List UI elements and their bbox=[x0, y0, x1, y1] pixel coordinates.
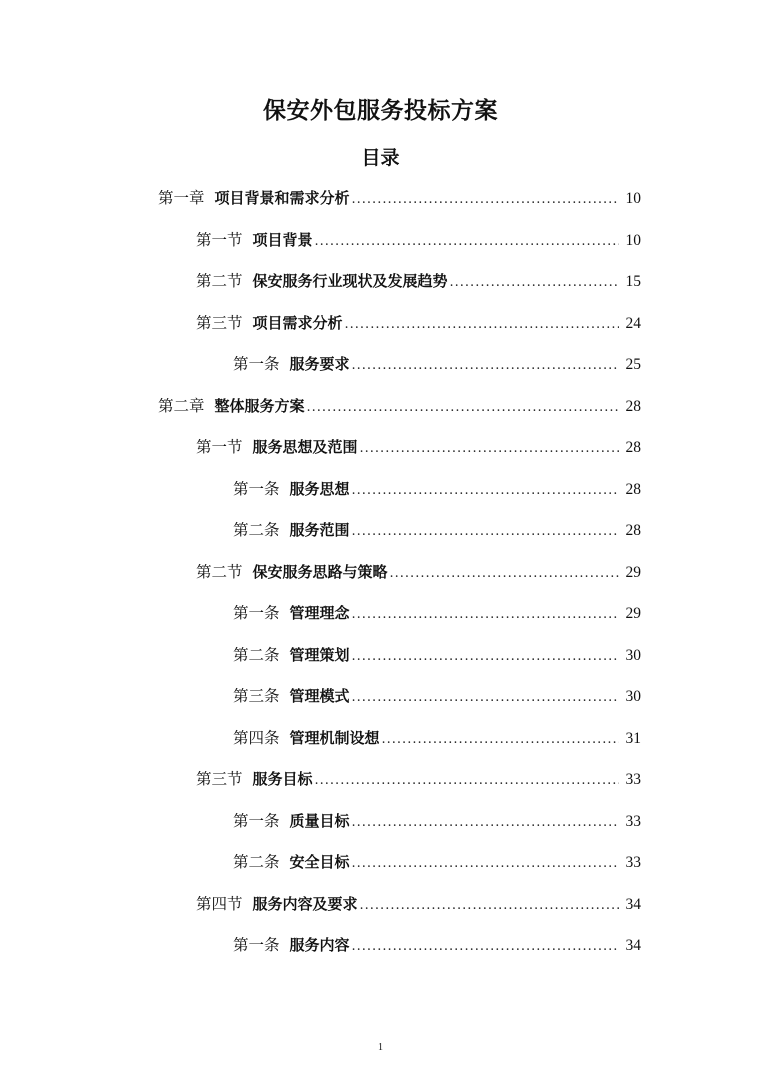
toc-entry-title: 管理理念 bbox=[289, 604, 350, 622]
toc-entry-title: 服务思想及范围 bbox=[252, 438, 358, 456]
toc-entry-number: 第一条 bbox=[233, 355, 280, 373]
toc-dot-leader bbox=[352, 518, 619, 546]
toc-entry-title: 质量目标 bbox=[289, 811, 350, 830]
toc-entry-title: 服务范围 bbox=[289, 521, 350, 539]
toc-dot-leader bbox=[360, 435, 619, 463]
toc-entry[interactable] bbox=[233, 848, 641, 876]
toc-entry-number: 第一条 bbox=[233, 479, 280, 498]
toc-entry-number: 第四条 bbox=[233, 728, 280, 747]
toc-entry[interactable] bbox=[196, 765, 641, 793]
toc-entry-number: 第三节 bbox=[196, 313, 243, 332]
toc-entry-title: 服务思想 bbox=[289, 479, 350, 498]
toc-entry-page: 24 bbox=[625, 314, 641, 332]
toc-entry-title: 服务内容 bbox=[289, 936, 350, 954]
toc-entry-number: 第三节 bbox=[196, 770, 243, 788]
toc-entry-page: 30 bbox=[625, 688, 641, 705]
toc-entry-title: 保安服务思路与策略 bbox=[252, 562, 388, 581]
toc-dot-leader bbox=[352, 601, 619, 629]
toc-entry[interactable] bbox=[233, 641, 641, 669]
toc-entry[interactable] bbox=[196, 309, 641, 337]
toc-entry[interactable] bbox=[233, 475, 641, 503]
toc-entry-number: 第四节 bbox=[196, 894, 243, 913]
page-number: 1 bbox=[378, 1042, 383, 1053]
toc-entry-page: 34 bbox=[625, 895, 641, 913]
toc-entry[interactable] bbox=[233, 931, 641, 959]
toc-dot-leader bbox=[345, 311, 619, 339]
document-title: 保安外包服务投标方案 bbox=[263, 98, 498, 124]
toc-dot-leader bbox=[315, 228, 619, 256]
toc-dot-leader bbox=[352, 809, 619, 837]
toc-entry[interactable] bbox=[196, 267, 641, 295]
toc-dot-leader bbox=[352, 850, 619, 878]
toc-entry-number: 第一条 bbox=[233, 811, 280, 830]
toc-entry-page: 30 bbox=[625, 646, 641, 664]
toc-entry-title: 安全目标 bbox=[289, 853, 350, 871]
toc-entry[interactable] bbox=[233, 599, 641, 627]
toc-entry-title: 服务要求 bbox=[289, 355, 350, 373]
toc-dot-leader bbox=[382, 726, 619, 754]
toc-entry-number: 第一节 bbox=[196, 230, 243, 249]
toc-entry-page: 34 bbox=[625, 937, 641, 954]
toc-entry[interactable] bbox=[233, 807, 641, 835]
toc-entry-page: 25 bbox=[625, 356, 641, 373]
toc-entry-number: 第二节 bbox=[196, 562, 243, 581]
toc-entry-page: 33 bbox=[625, 812, 641, 830]
toc-entry-page: 31 bbox=[625, 729, 641, 747]
toc-entry-number: 第二条 bbox=[233, 521, 280, 539]
toc-heading: 目录 bbox=[361, 147, 400, 169]
toc-entry-number: 第二条 bbox=[233, 645, 280, 664]
toc-entry[interactable] bbox=[196, 558, 641, 586]
toc-entry[interactable] bbox=[233, 516, 641, 544]
toc-entry[interactable] bbox=[196, 433, 641, 461]
toc-entry-title: 项目背景和需求分析 bbox=[214, 189, 350, 207]
toc-dot-leader bbox=[352, 477, 619, 505]
toc-entry-page: 28 bbox=[625, 439, 641, 456]
toc-entry-page: 10 bbox=[625, 231, 641, 249]
toc-entry-page: 10 bbox=[625, 190, 641, 207]
toc-dot-leader bbox=[360, 892, 619, 920]
toc-entry-title: 管理策划 bbox=[289, 645, 350, 664]
toc-entry-page: 33 bbox=[625, 771, 641, 788]
toc-entry-page: 28 bbox=[625, 522, 641, 539]
toc-entry-number: 第一章 bbox=[158, 189, 205, 207]
toc-entry-number: 第三条 bbox=[233, 687, 280, 705]
toc-entry-number: 第二节 bbox=[196, 272, 243, 290]
toc-dot-leader bbox=[352, 684, 619, 712]
toc-dot-leader bbox=[450, 269, 619, 297]
toc-entry[interactable] bbox=[233, 350, 641, 378]
toc-entry-title: 整体服务方案 bbox=[214, 396, 305, 415]
toc-entry-page: 33 bbox=[625, 854, 641, 871]
toc-entry[interactable] bbox=[158, 392, 641, 420]
toc-dot-leader bbox=[352, 186, 619, 214]
toc-entry-title: 服务目标 bbox=[252, 770, 313, 788]
toc-entry-number: 第一条 bbox=[233, 936, 280, 954]
toc-entry[interactable] bbox=[158, 184, 641, 212]
toc-dot-leader bbox=[390, 560, 619, 588]
toc-entry-number: 第二条 bbox=[233, 853, 280, 871]
toc-dot-leader bbox=[307, 394, 619, 422]
toc-dot-leader bbox=[315, 767, 619, 795]
toc-entry[interactable] bbox=[233, 682, 641, 710]
toc-dot-leader bbox=[352, 933, 619, 961]
toc-entry-title: 项目需求分析 bbox=[252, 313, 343, 332]
toc-entry-number: 第二章 bbox=[158, 396, 205, 415]
toc-entry-title: 保安服务行业现状及发展趋势 bbox=[252, 272, 448, 290]
toc-entry-title: 管理模式 bbox=[289, 687, 350, 705]
toc-entry-title: 管理机制设想 bbox=[289, 728, 380, 747]
toc-entry-title: 项目背景 bbox=[252, 230, 313, 249]
toc-entry-page: 28 bbox=[625, 480, 641, 498]
toc-entry[interactable] bbox=[196, 226, 641, 254]
toc-entry-page: 15 bbox=[625, 273, 641, 290]
toc-entry-title: 服务内容及要求 bbox=[252, 894, 358, 913]
toc-entry-number: 第一条 bbox=[233, 604, 280, 622]
toc-entry[interactable] bbox=[233, 724, 641, 752]
toc-entry-number: 第一节 bbox=[196, 438, 243, 456]
toc-entry-page: 28 bbox=[625, 397, 641, 415]
toc-dot-leader bbox=[352, 643, 619, 671]
toc-entry-page: 29 bbox=[625, 563, 641, 581]
toc-dot-leader bbox=[352, 352, 619, 380]
toc-entry-page: 29 bbox=[625, 605, 641, 622]
toc-entry[interactable] bbox=[196, 890, 641, 918]
